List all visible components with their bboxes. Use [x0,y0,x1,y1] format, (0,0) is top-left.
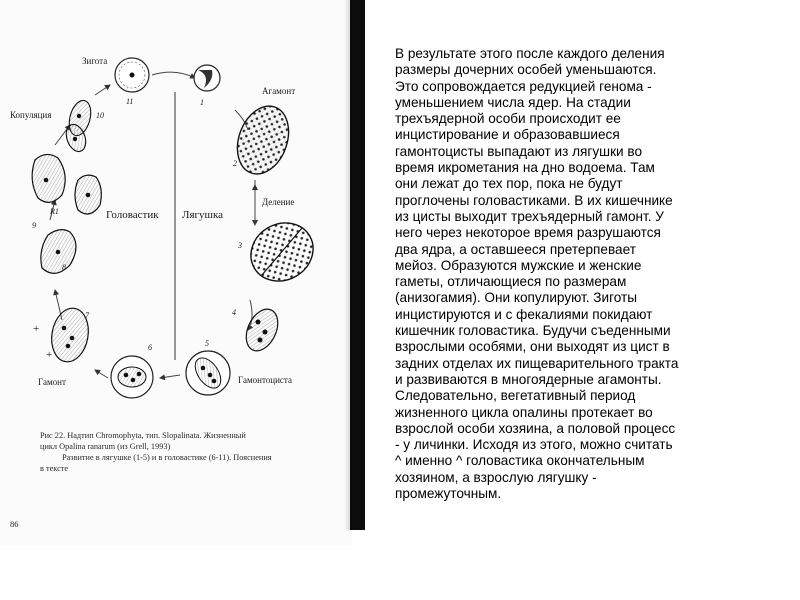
tadpole-cyst [111,356,153,398]
gamontocyst [186,351,230,395]
text-line: уменьшением числа ядер. На стадии [395,94,631,110]
stage-number-4: 4 [232,308,236,317]
text-line: ^ именно ^ головастика окончательным [395,453,645,469]
agamont-cell [228,99,297,181]
stage-number-11: 11 [126,97,134,106]
page-number: 86 [10,519,19,529]
stage-number-7: 7 [85,311,89,320]
gamete-pair [32,154,101,214]
copulation-cells [63,98,95,154]
label-frog: Лягушка [182,209,224,221]
stage-number-9: 9 [32,221,36,230]
caption-line: Рис 22. Надтип Chromophyta, тип. Slopalinata. Жизненный [40,431,246,440]
text-line: инцистируются и с фекалиями покидают [395,306,653,322]
text-line: два ядра, а оставшееся претерпевает [395,241,636,257]
text-line: размеры дочерних особей уменьшаются. [395,62,657,78]
label-zygote: Зигота [82,56,108,66]
stage-number-10: 10 [96,111,104,120]
scanned-page [0,0,352,545]
caption-line: в тексте [40,464,69,473]
label-r1: R1 [50,207,59,216]
text-line: него через некоторое время разрушаются [395,225,661,241]
text-line: хозяином, а взрослую лягушку - [395,469,597,485]
label-gamontocyst: Гамонтоциста [238,375,292,385]
label-division: Деление [262,197,295,207]
text-line: мейоз. Образуются мужские и женские [395,257,642,273]
figure-caption [40,430,340,474]
label-tadpole: Головастик [106,209,159,221]
agamont-cyst [194,65,220,91]
stage-number-2: 2 [233,159,237,168]
zygote-cyst [115,58,149,92]
text-line: Это сопровождается редукцией генома - [395,78,652,94]
text-line: задних отделах их пищеварительного тракта [395,355,679,371]
text-line: взрослой особи хозяина, а половой процесс [395,420,676,436]
text-line: (анизогамия). Они копулируют. Зиготы [395,290,638,306]
stage-number-3: 3 [238,241,242,250]
text-line: жизненного цикла опалины протекает во [395,404,653,420]
text-line: они лежат до тех пор, пока не будут [395,176,623,192]
text-line: гаметы, отличающиеся по размерам [395,274,627,290]
plus-sign-lower: + [46,349,53,361]
text-line: гамонтоцисты выпадают из лягушки во [395,143,643,159]
caption-line: Развитие в лягушке (1-5) и в головастике (6-11). Пояснения [62,453,272,462]
plus-sign-upper: + [33,323,40,335]
dividing-cell [240,212,323,292]
text-line: время икрометания на дно водоема. Там [395,160,655,176]
text-line: В результате этого после каждого деления [395,46,665,61]
text-line: из цисты выходит трехъядерный гамонт. У [395,208,664,224]
text-line: и развиваются в многоядерные агамонты. [395,371,662,387]
stage-number-8: 8 [62,263,66,272]
book-spine [350,0,365,530]
gamete-cell [41,230,76,274]
label-gamont: Гамонт [38,377,66,387]
body-text [395,46,775,502]
stage-number-5: 5 [205,339,209,348]
text-line: трехъядерной особи происходит ее [395,111,621,127]
text-line: Следовательно, вегетативный период [395,388,636,404]
text-line: инцистирование и образовавшиеся [395,127,620,143]
label-agamont: Агамонт [262,86,296,96]
text-line: кишечник головастика. Будучи съеденными [395,323,671,339]
caption-line: цикл Opalina ranarum (из Grell, 1993) [40,442,171,451]
text-line: проглочены головастиками. В их кишечнике [395,192,673,208]
text-line: взрослыми особями, они выходят из цист в [395,339,670,355]
text-line: - у личинки. Исходя из этого, можно считать [395,437,673,453]
small-trinucleate-cell [240,304,284,356]
label-copulation: Копуляция [10,110,52,120]
stage-number-6: 6 [148,343,152,352]
stage-number-1: 1 [200,98,204,107]
text-line: промежуточным. [395,486,502,502]
